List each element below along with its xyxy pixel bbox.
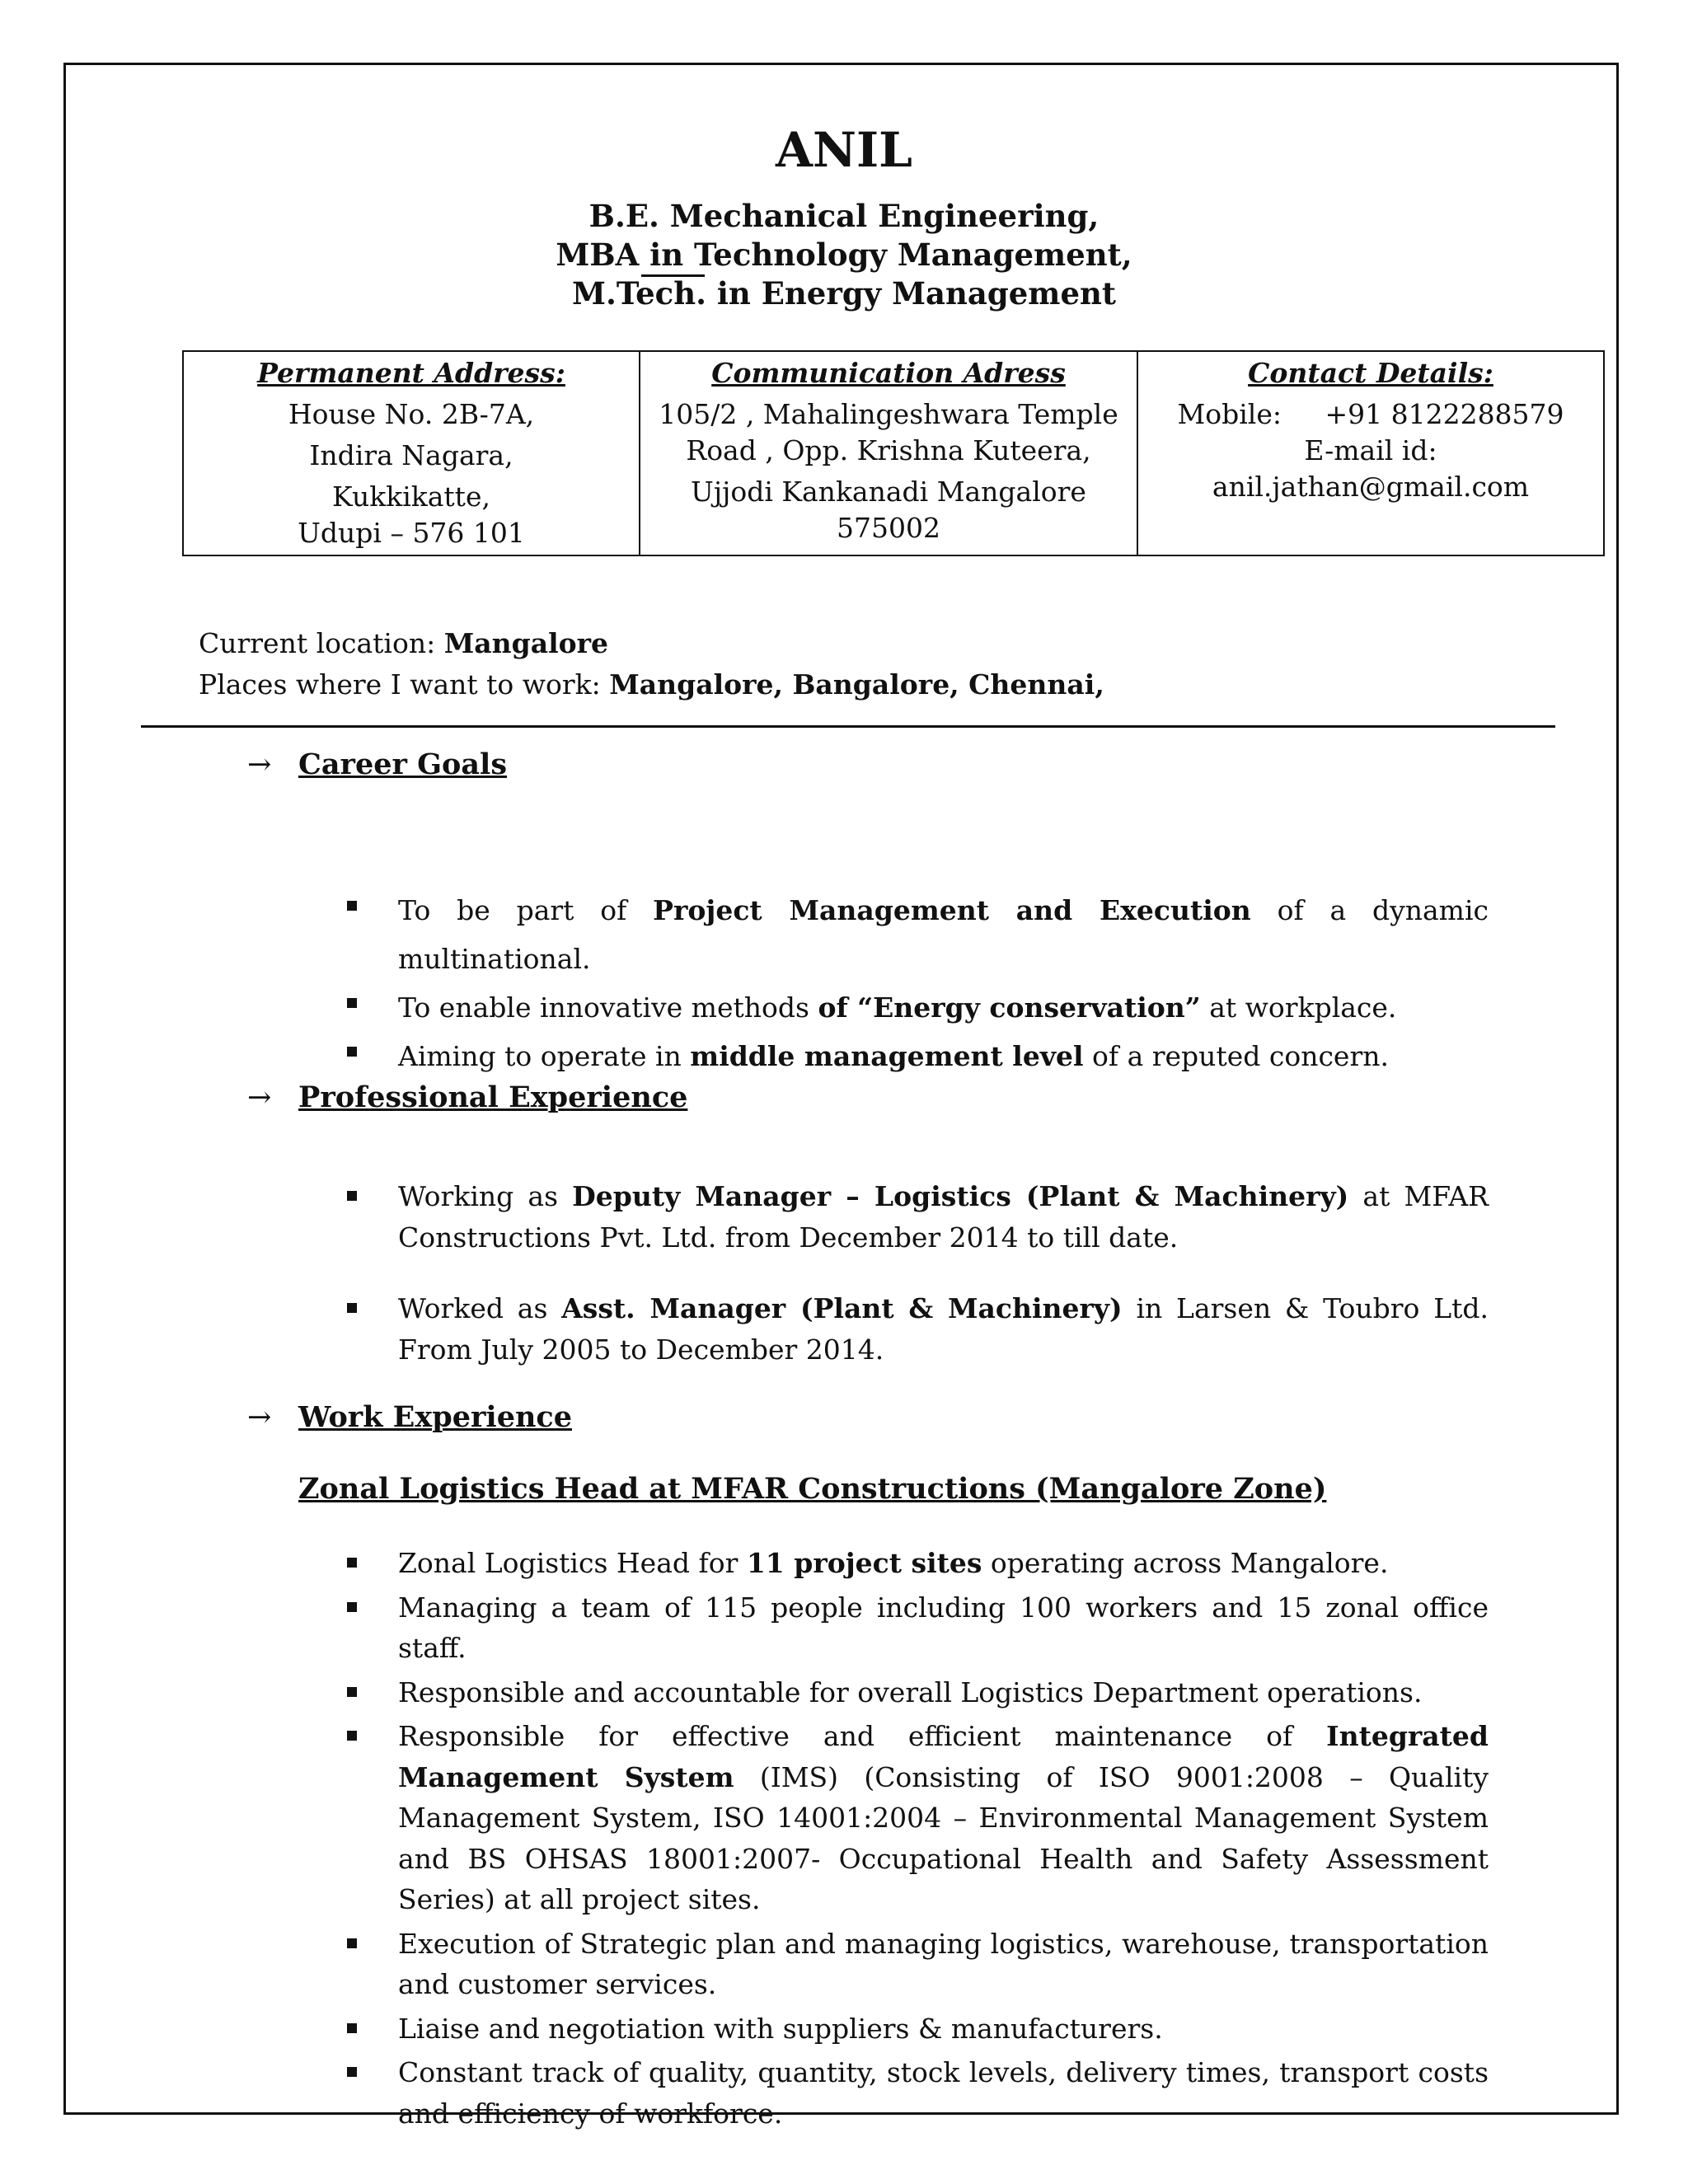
item-emphasis: Deputy Manager – Logistics (Plant & Machinery) xyxy=(572,1180,1349,1212)
item-text: of a reputed concern. xyxy=(1083,1040,1389,1072)
square-bullet-icon xyxy=(347,1191,357,1201)
mobile-label: Mobile: xyxy=(1177,398,1282,430)
contact-details-heading: Contact Details: xyxy=(1248,357,1493,389)
list-item xyxy=(347,1288,1489,1371)
item-text: Zonal Logistics Head for xyxy=(398,1547,747,1579)
current-location xyxy=(199,627,608,659)
address-line: Kukkikatte, xyxy=(332,480,490,513)
degree-mtech: M.Tech. in Energy Management xyxy=(572,275,1116,312)
section-title: Work Experience xyxy=(298,1400,572,1434)
item-text: Responsible and accountable for overall Logistics Department operations. xyxy=(398,1675,1423,1708)
professional-experience-list xyxy=(347,1176,1489,1371)
address-line: Indira Nagara, xyxy=(309,439,513,471)
item-text: To be part of xyxy=(398,894,654,926)
list-item xyxy=(347,886,1489,983)
preferred-locations xyxy=(199,668,1104,701)
email-address: anil.jathan@gmail.com xyxy=(1212,471,1530,503)
item-text: of a dynamic multinational. xyxy=(398,894,1489,975)
arrow-icon: → xyxy=(247,748,272,781)
communication-address-heading: Communication Adress xyxy=(711,357,1066,389)
address-line: Udupi – 576 101 xyxy=(298,517,525,549)
preferred-locations-value: Mangalore, Bangalore, Chennai, xyxy=(609,668,1104,701)
item-text: at MFAR Constructions Pvt. Ltd. from December 2014 to till date. xyxy=(398,1180,1489,1254)
list-item xyxy=(347,1587,1489,1669)
item-text: at workplace. xyxy=(1200,991,1397,1024)
item-text: Working as xyxy=(398,1180,573,1212)
item-text: To enable innovative methods xyxy=(398,991,818,1024)
email-label: E-mail id: xyxy=(1304,434,1437,466)
address-line: 575002 xyxy=(837,512,940,544)
arrow-icon: → xyxy=(247,1081,272,1114)
address-line: Road , Opp. Krishna Kuteera, xyxy=(686,434,1091,466)
item-text: Managing a team of 115 people including 100 workers and 15 zonal office staff. xyxy=(398,1591,1489,1664)
section-work-experience xyxy=(247,1400,572,1434)
mobile-number: +91 8122288579 xyxy=(1325,398,1564,430)
item-emphasis: 11 project sites xyxy=(746,1547,982,1579)
item-text: Constant track of quality, quantity, stock levels, delivery times, transport costs and efficiency of workforce. xyxy=(398,2056,1489,2130)
address-line: 105/2 , Mahalingeshwara Temple xyxy=(659,398,1118,430)
list-item xyxy=(347,983,1489,1032)
square-bullet-icon xyxy=(347,2023,357,2033)
career-goals-list xyxy=(347,886,1489,1080)
item-text: Liaise and negotiation with suppliers & manufacturers. xyxy=(398,2012,1163,2045)
square-bullet-icon xyxy=(347,1558,357,1568)
item-text: (IMS) (Consisting of ISO 9001:2008 – Quality Management System, ISO 14001:2004 – Environmental Management System and BS OHSAS 18001:2007- Occupational Health and Safety Assessment Series) at all project sites. xyxy=(398,1760,1489,1915)
list-item xyxy=(347,1176,1489,1258)
item-emphasis: Project Management and Execution xyxy=(653,894,1251,926)
permanent-address-heading: Permanent Address: xyxy=(257,357,565,389)
square-bullet-icon xyxy=(347,1602,357,1612)
square-bullet-icon xyxy=(347,1938,357,1948)
item-emphasis: Asst. Manager (Plant & Machinery) xyxy=(561,1292,1123,1324)
permanent-address-cell xyxy=(183,351,640,555)
square-bullet-icon xyxy=(347,1303,357,1313)
current-location-value: Mangalore xyxy=(443,627,609,659)
section-professional-experience xyxy=(247,1080,687,1114)
section-title: Professional Experience xyxy=(298,1080,688,1114)
work-experience-subtitle: Zonal Logistics Head at MFAR Constructions (Mangalore Zone) xyxy=(298,1472,1327,1506)
item-emphasis: middle management level xyxy=(690,1040,1084,1072)
list-item xyxy=(347,2008,1489,2050)
item-text: Execution of Strategic plan and managing logistics, warehouse, transportation and customer services. xyxy=(398,1927,1489,2000)
item-emphasis: Integrated Management System xyxy=(398,1720,1489,1793)
arrow-icon: → xyxy=(247,1401,272,1434)
address-line: House No. 2B-7A, xyxy=(288,398,535,430)
square-bullet-icon xyxy=(347,1047,357,1057)
work-experience-list xyxy=(347,1543,1489,2134)
square-bullet-icon xyxy=(347,998,357,1008)
item-text: Aiming to operate in xyxy=(398,1040,691,1072)
address-line: Ujjodi Kankanadi Mangalore xyxy=(691,476,1086,508)
square-bullet-icon xyxy=(347,2067,357,2077)
current-location-label: Current location: xyxy=(199,627,444,659)
mobile-line xyxy=(1146,396,1595,433)
list-item xyxy=(347,1032,1489,1080)
list-item xyxy=(347,1924,1489,2005)
item-emphasis: of “Energy conservation” xyxy=(818,991,1201,1024)
item-text: operating across Mangalore. xyxy=(982,1547,1389,1579)
address-table xyxy=(182,350,1605,556)
horizontal-divider xyxy=(141,725,1555,728)
section-career-goals xyxy=(247,748,507,781)
item-text: Responsible for effective and efficient maintenance of xyxy=(398,1720,1327,1752)
contact-details-cell xyxy=(1137,351,1604,555)
list-item xyxy=(347,1672,1489,1713)
degree-be: B.E. Mechanical Engineering, xyxy=(588,198,1100,234)
preferred-locations-label: Places where I want to work: xyxy=(199,668,610,701)
square-bullet-icon xyxy=(347,901,357,911)
list-item xyxy=(347,2052,1489,2134)
communication-address-cell xyxy=(640,351,1137,555)
candidate-name: ANIL xyxy=(776,122,912,178)
item-text: in Larsen & Toubro Ltd. From July 2005 to December 2014. xyxy=(398,1292,1489,1366)
item-text: Worked as xyxy=(398,1292,562,1324)
square-bullet-icon xyxy=(347,1687,357,1697)
square-bullet-icon xyxy=(347,1731,357,1741)
list-item xyxy=(347,1716,1489,1920)
degree-mba: MBA in Technology Management, xyxy=(556,237,1132,273)
list-item xyxy=(347,1543,1489,1584)
section-title: Career Goals xyxy=(298,748,508,781)
